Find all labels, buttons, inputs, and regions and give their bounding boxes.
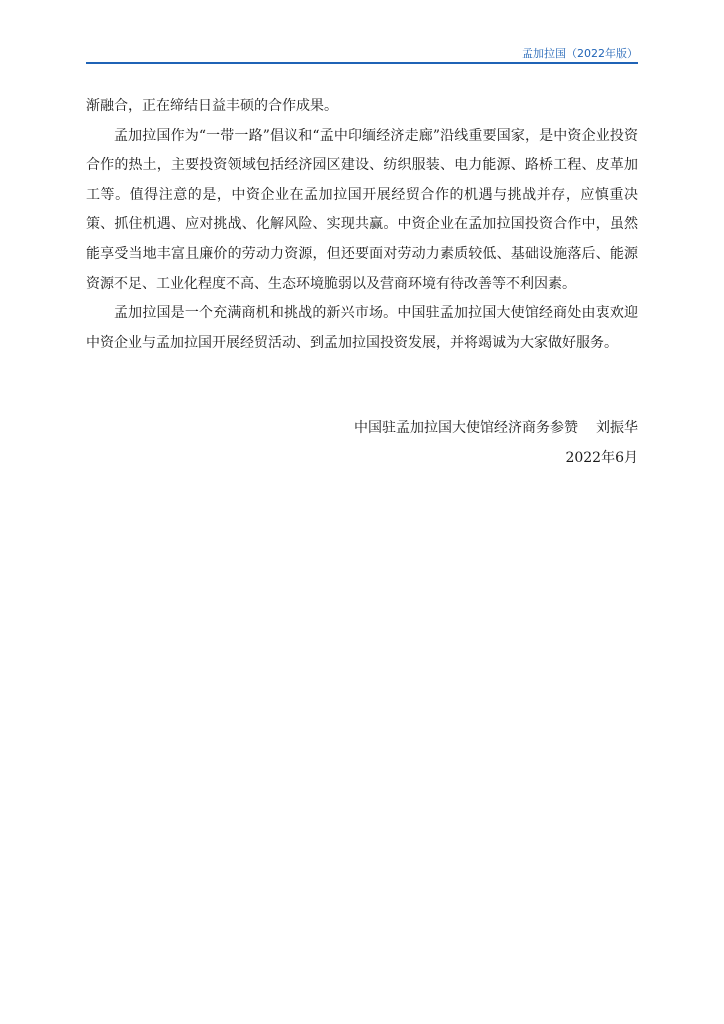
running-header-title: 孟加拉国（2022年版） bbox=[522, 47, 638, 60]
signature-date: 2022年6月 bbox=[565, 450, 638, 466]
paragraph-continuation: 渐融合，正在缔结日益丰硕的合作成果。 bbox=[86, 98, 338, 114]
signature-organization: 中国驻孟加拉国大使馆经济商务参赞 bbox=[354, 420, 578, 436]
header-rule bbox=[86, 62, 638, 64]
signature-name: 刘振华 bbox=[596, 420, 638, 436]
paragraph-market: 孟加拉国是一个充满商机和挑战的新兴市场。中国驻孟加拉国大使馆经商处由衷欢迎中资企业与孟加拉国开展经贸活动、到孟加拉国投资发展，并将竭诚为大家做好服务。 bbox=[86, 305, 638, 351]
signature-line bbox=[354, 417, 638, 437]
body-text bbox=[86, 92, 638, 358]
paragraph-investment: 孟加拉国作为“一带一路”倡议和“孟中印缅经济走廊”沿线重要国家，是中资企业投资合作的热土，主要投资领域包括经济园区建设、纺织服装、电力能源、路桥工程、皮革加工等。值得注意的是，中资企业在孟加拉国开展经贸合作的机遇与挑战并存，应慎重决策、抓住机遇、应对挑战、化解风险、实现共赢。中资企业在孟加拉国投资合作中，虽然能享受当地丰富且廉价的劳动力资源，但还要面对劳动力素质较低、基础设施落后、能源资源不足、工业化程度不高、生态环境脆弱以及营商环境有待改善等不利因素。 bbox=[86, 127, 638, 292]
page-header bbox=[86, 40, 638, 64]
